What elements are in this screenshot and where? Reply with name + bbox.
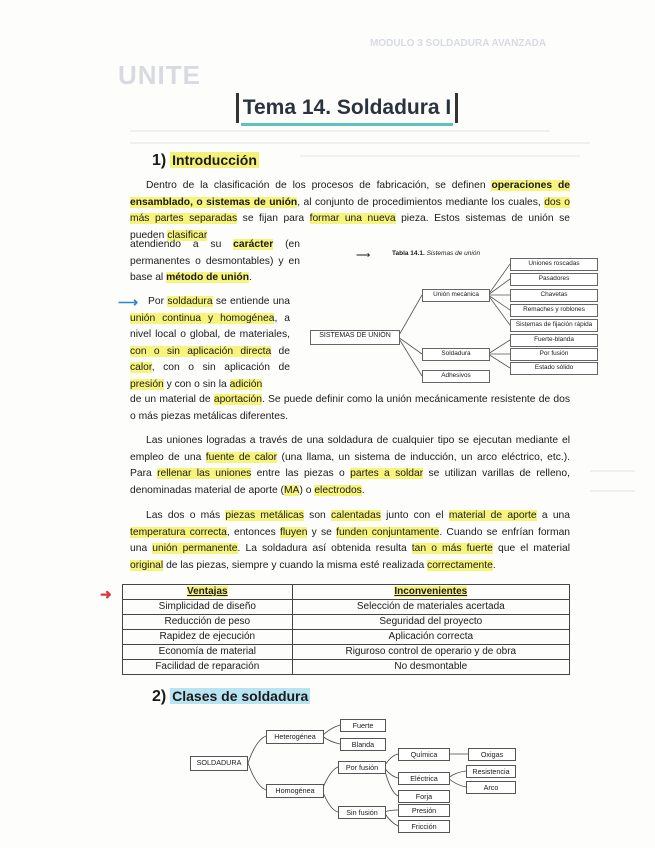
node-presion: Presión bbox=[398, 804, 450, 817]
section-2-label: Clases de soldadura bbox=[172, 688, 309, 704]
box-chavetas: Chavetas bbox=[510, 289, 598, 302]
table-row: Economía de material Riguroso control de operario y de obra bbox=[123, 645, 570, 660]
red-arrow-icon: ➜ bbox=[100, 586, 112, 602]
box-uniones-roscadas: Uniones roscadas bbox=[510, 258, 598, 271]
section-1-label: Introducción bbox=[172, 152, 257, 168]
box-por-fusion: Por fusión bbox=[510, 348, 598, 361]
node-soldadura: SOLDADURA bbox=[190, 756, 248, 771]
ghost-header: MODULO 3 SOLDADURA AVANZADA bbox=[370, 38, 547, 49]
table-caption: Tabla 14.1. Sistemas de unión bbox=[392, 250, 481, 257]
box-pasadores: Pasadores bbox=[510, 273, 598, 286]
paragraph-soldadura: Por soldadura se entiende una unión continua y homogénea, a nivel local o global, de materiales, con o sin aplicación directa de calor, con o sin aplicación de presión y con o sin la adición bbox=[130, 296, 290, 390]
box-remaches: Remaches y roblones bbox=[510, 304, 598, 317]
header-ventajas: Ventajas bbox=[123, 585, 293, 600]
table-row: Facilidad de reparación No desmontable bbox=[123, 660, 570, 675]
box-union-mecanica: Unión mecánica bbox=[422, 289, 490, 302]
node-arco: Arco bbox=[466, 781, 516, 794]
section-1-number: 1) bbox=[152, 152, 167, 169]
section-2-number: 2) bbox=[152, 688, 167, 705]
table-row: Rapidez de ejecución Aplicación correcta bbox=[123, 630, 570, 645]
node-forja: Forja bbox=[398, 790, 450, 803]
paragraph-soldadura-cont: de un material de aportación. Se puede definir como la unión mecánicamente resistente de dos o más piezas metálicas diferentes. bbox=[130, 394, 570, 422]
box-adhesivos: Adhesivos bbox=[422, 370, 490, 383]
header-inconvenientes: Inconvenientes bbox=[292, 585, 569, 600]
node-friccion: Fricción bbox=[398, 820, 450, 833]
node-electrica: Eléctrica bbox=[398, 772, 450, 785]
box-fuerte-blanda: Fuerte-blanda bbox=[510, 334, 598, 347]
box-sistemas-union: SISTEMAS DE UNIÓN bbox=[310, 330, 400, 345]
ghost-logo: UNITE bbox=[118, 60, 201, 90]
node-homogenea: Homogénea bbox=[266, 784, 324, 798]
page-title-text: Tema 14. Soldadura I bbox=[241, 93, 454, 126]
node-blanda: Blanda bbox=[340, 738, 386, 751]
arrow-marker-icon: ⟶ bbox=[118, 294, 139, 310]
caption-arrow-icon: ⟶ bbox=[356, 250, 371, 261]
box-estado-solido: Estado sólido bbox=[510, 362, 598, 375]
node-sin-fusion: Sin fusión bbox=[338, 806, 386, 819]
node-heterogenea: Heterogénea bbox=[266, 730, 324, 744]
node-resistencia: Resistencia bbox=[466, 765, 516, 778]
paragraph-intro-cont: atendiendo a su carácter (en permanentes o desmontables) y en base al método de unión. bbox=[130, 239, 300, 283]
node-fuerte: Fuerte bbox=[340, 719, 386, 732]
paragraph-intro: Dentro de la clasificación de los procesos de fabricación, se definen operaciones de ensamblado, o sistemas de unión, al conjunto de procedimientos mediante los cuales, dos o más partes separadas se fijan para formar una nueva pieza. Estos sistemas de unión se pueden clasificar bbox=[130, 180, 570, 241]
table-row: Reducción de peso Seguridad del proyecto bbox=[123, 615, 570, 630]
paragraph-uniones: Las uniones logradas a través de una soldadura de cualquier tipo se ejecutan mediante el empleo de una fuente de calor (una llama, un sistema de inducción, un arco eléctrico, etc.). Para rellenar las uniones entre las piezas o partes a soldar se utilizan varillas de relleno, denominadas material de aporte (MA) o electrodos. bbox=[130, 435, 570, 496]
box-soldadura: Soldadura bbox=[422, 348, 490, 361]
node-por-fusion: Por fusión bbox=[338, 761, 386, 774]
node-oxigas: Oxigas bbox=[468, 748, 516, 761]
table-row: Simplicidad de diseño Selección de materiales acertada bbox=[123, 600, 570, 615]
node-quimica: Química bbox=[398, 748, 450, 761]
paragraph-piezas: Las dos o más piezas metálicas son calentadas junto con el material de aporte a una temperatura correcta, entonces fluyen y se funden conjuntamente. Cuando se enfrían forman una unión permanente. La soldadura así obtenida resulta tan o más fuerte que el material original de las piezas, siempre y cuando la misma esté realizada correctamente. bbox=[130, 510, 571, 571]
box-fijacion-rapida: Sistemas de fijación rápida bbox=[510, 319, 598, 332]
